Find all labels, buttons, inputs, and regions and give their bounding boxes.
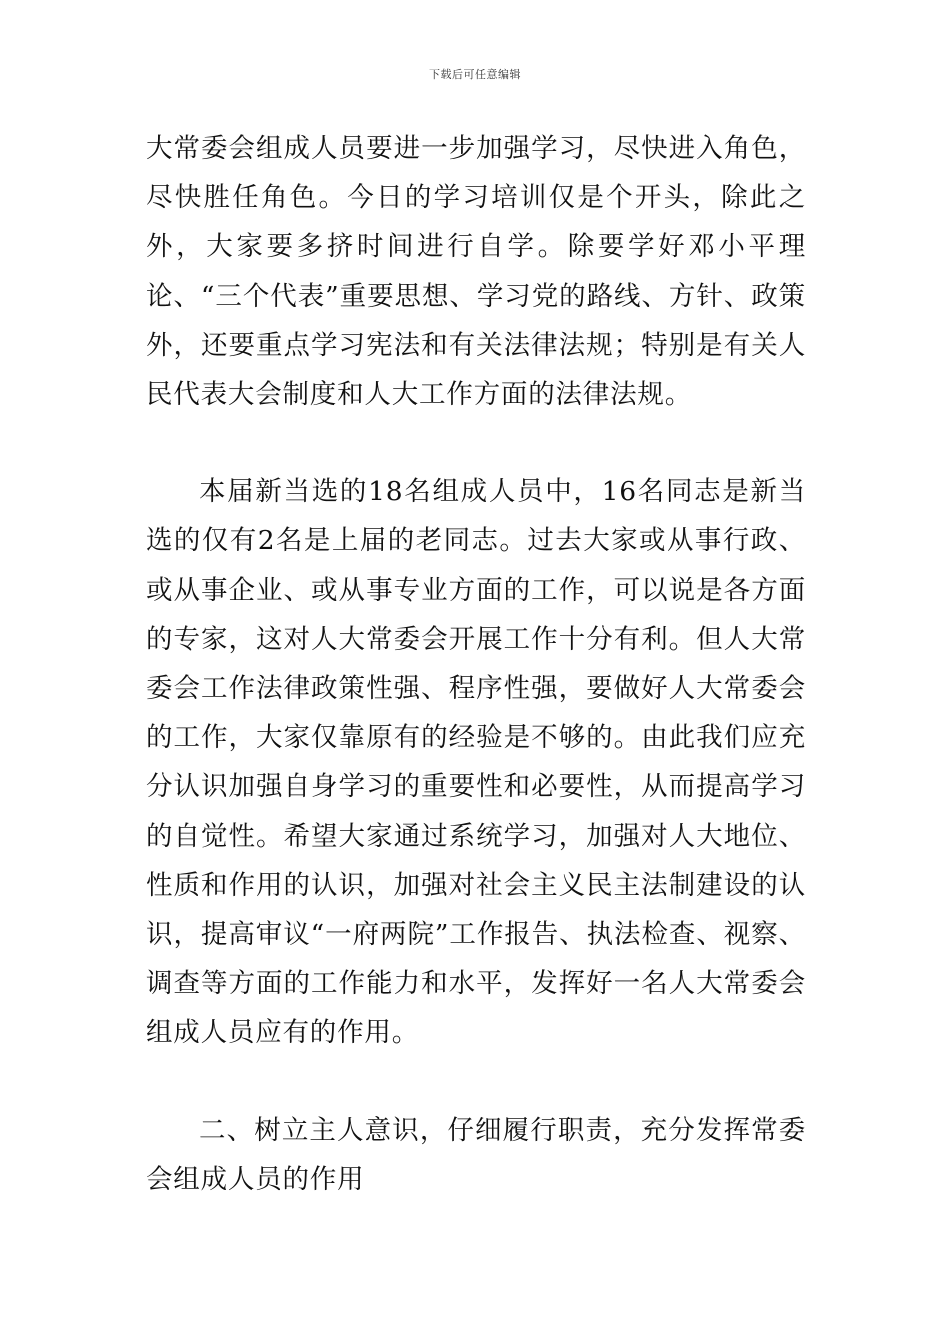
document-body: [146, 124, 806, 1204]
paragraph-members: 本届新当选的18名组成人员中，16名同志是新当选的仅有2名是上届的老同志。过去大家或从事行政、或从事企业、或从事专业方面的工作，可以说是各方面的专家，这对人大常委会开展工作十分有利。但人大常委会工作法律政策性强、程序性强，要做好人大常委会的工作，大家仅靠原有的经验是不够的。由此我们应充分认识加强自身学习的重要性和必要性，从而提高学习的自觉性。希望大家通过系统学习，加强对人大地位、性质和作用的认识，加强对社会主义民主法制建设的认识，提高审议“一府两院”工作报告、执法检查、视察、调查等方面的工作能力和水平，发挥好一名人大常委会组成人员应有的作用。: [146, 476, 806, 1049]
paragraph-continuation: 大常委会组成人员要进一步加强学习，尽快进入角色，尽快胜任角色。今日的学习培训仅是个开头，除此之外，大家要多挤时间进行自学。除要学好邓小平理论、“三个代表”重要思想、学习党的路线、方针、政策外，还要重点学习宪法和有关法律法规；特别是有关人民代表大会制度和人大工作方面的法律法规。: [146, 133, 806, 411]
header-note: 下载后可任意编辑: [429, 68, 521, 81]
section-heading: 二、树立主人意识，仔细履行职责，充分发挥常委会组成人员的作用: [146, 1114, 806, 1195]
